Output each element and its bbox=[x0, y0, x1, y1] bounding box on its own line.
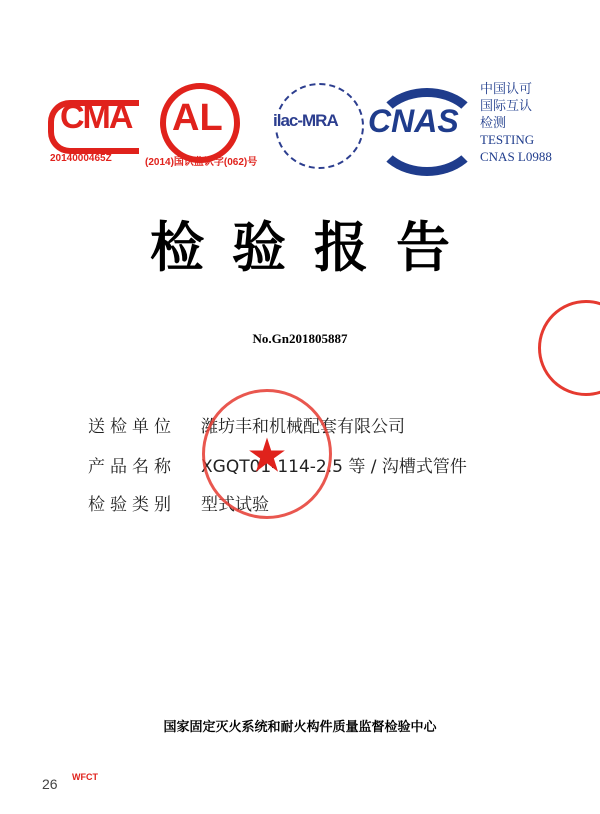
field-value: 型式试验 bbox=[201, 495, 269, 515]
cnas-logo: CNAS bbox=[368, 103, 459, 139]
issuer-name: 国家固定灭火系统和耐火构件质量监督检验中心 bbox=[163, 720, 437, 735]
brand-logo: WFCT bbox=[72, 772, 98, 782]
seal-partial bbox=[538, 300, 600, 396]
report-number: No.Gn201805887 bbox=[252, 331, 348, 346]
cnas-line: TESTING bbox=[480, 132, 535, 147]
cnas-line: 检测 bbox=[480, 115, 507, 130]
page-title: 检验报告 bbox=[150, 216, 478, 279]
cma-logo: CMA bbox=[60, 98, 132, 136]
field-value: 潍坊丰和机械配套有限公司 bbox=[201, 417, 405, 437]
field-value: XGQT01-114-2.5 等 / 沟槽式管件 bbox=[201, 457, 467, 477]
cnas-line: 国际互认 bbox=[480, 98, 533, 113]
ilac-logo: ilac-MRA bbox=[273, 111, 338, 130]
page-number: 26 bbox=[42, 776, 58, 792]
field-label: 产品名称 bbox=[88, 457, 176, 477]
cnas-line: CNAS L0988 bbox=[480, 149, 552, 164]
field-label: 送检单位 bbox=[88, 417, 176, 437]
seal-star-icon bbox=[248, 436, 286, 474]
cal-number: (2014)国认监认字(062)号 bbox=[145, 157, 258, 168]
cal-logo: AL bbox=[172, 97, 223, 139]
cnas-line: 中国认可 bbox=[480, 81, 533, 96]
cma-number: 2014000465Z bbox=[50, 153, 112, 164]
cnas-accreditation-text bbox=[480, 80, 552, 165]
field-label: 检验类别 bbox=[88, 495, 176, 515]
